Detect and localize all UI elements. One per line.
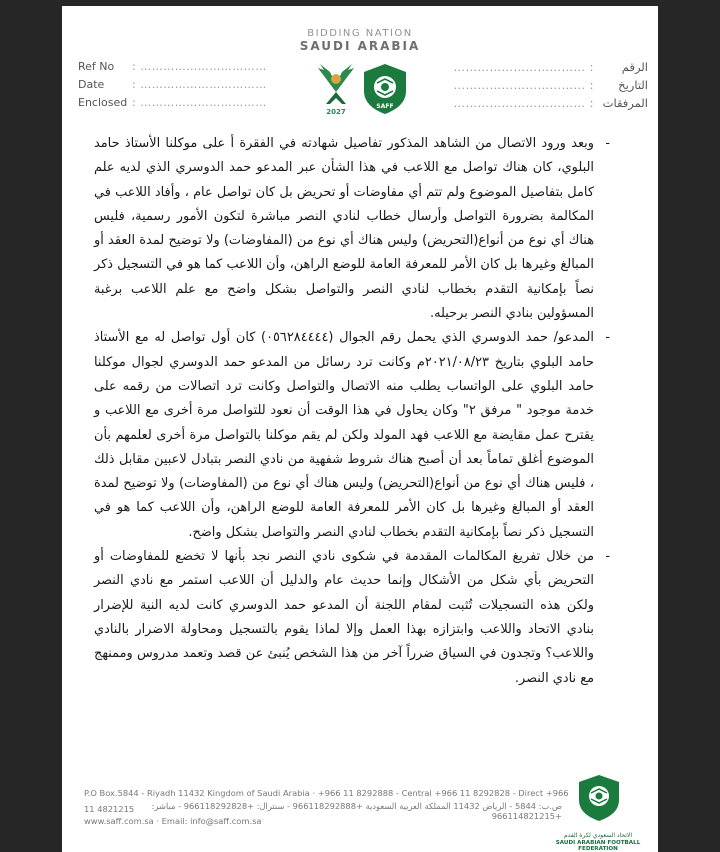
ar-enclosed-dots: : ……………………………	[453, 96, 594, 110]
letter-body	[94, 132, 610, 691]
paragraph-1-text: وبعد ورود الاتصال من الشاهد المذكور تفاصيل شهادته في الفقرة أ على موكلنا الأستاذ حامد البلوي، كان هناك تواصل مع اللاعب في هذا الشأن عبر المدعو حمد الدوسري الذي لديه علم كامل بتفاصيل الموضوع ولم تتم أي مفاوضات أو تحريض بل كان تواصل عام ، وأفاد اللاعب في المكالمة بضرورة التواصل وأرسال خطاب لنادي النصر مباشرة لتكون الأمور رسمية، فليس هناك أي نوع من أنواع(التحريض) وليس هناك أي نوع من (المفاوضات) ولا توضيح لمدة العقد أو المبالغ وغيرها بل كان الأمر للمعرفة العامة للوضع الراهن، وأن اللاعب كما هو في التسجيل ذكر نصاً بإمكانية التقدم بخطاب لنادي النصر والتواصل بشكل واضح مع علم اللاعب برغبة المسؤولين بنادي النصر برحيله.	[94, 136, 594, 322]
bullet-1: -	[605, 136, 610, 151]
saff-logo-icon	[362, 63, 408, 115]
federation-name-en: SAUDI ARABIAN FOOTBALL FEDERATION	[555, 840, 641, 852]
letter-page	[62, 6, 658, 852]
bullet-3: -	[605, 549, 610, 565]
ar-date-label: التاريخ	[618, 78, 648, 92]
ar-enclosed-row	[453, 96, 648, 110]
date-label: Date	[78, 78, 105, 91]
ar-date-dots: : ……………………………	[453, 78, 594, 92]
footer-address-en: P.O Box.5844 - Riyadh 11432 Kingdom of Saudi Arabia · +966 11 8292888 - Central +966 11 8292828 - Direct +966 11 4821215	[84, 788, 569, 814]
date-dots: : ……………………………	[132, 78, 267, 91]
saff-mark: SAFF	[376, 103, 394, 110]
bullet-2: -	[605, 330, 610, 346]
federation-name-ar: الاتحاد السعودي لكرة القدم	[563, 832, 633, 839]
footer-address-ar: ص.ب: 5844 - الرياض 11432 المملكة العربية السعودية +966118292888 - سنترال: +966118292828 - مباشر: +966114821215	[151, 801, 562, 821]
date-row	[78, 78, 267, 91]
ar-ref-no-row	[453, 60, 648, 74]
paragraph-2-text: المدعو/ حمد الدوسري الذي يحمل رقم الجوال (٠٥٦٢٨٤٤٤٤) كان أول تواصل له مع الأستاذ حامد البلوي بتاريخ ٢٠٢١/٠٨/٢٣م وكانت ترد رسائل من المدعو حمد الدوسري لجوال موكلنا حامد البلوي على الواتساب يطلب منه الاتصال والتواصل وكانت ترد اتصالات من رقمه على خدمة موجود " مرفق ٢" وكان يحاول في هذا الوقت أن نعود للتواصل مرة أخرى مع اللاعب و يقترح عمل مقايضة مع اللاعب فهد المولد ولكن لم يقم موكلنا بالتواصل مرة أخرى لعلمهم بأن الموضوع أغلق تماماً بعد أن أصبح هناك شروط شفهية من نادي النصر بتبادل لاعبين مقابل ذلك ، فليس هناك أي نوع من أنواع(التحريض) وليس هناك أي نوع من (المفاوضات) ولا توضيح لمدة العقد أو المبالغ وغيرها بل كان الأمر للمعرفة العامة للوضع الراهن، وأن اللاعب كما هو في التسجيل ذكر نصاً بإمكانية التقدم بخطاب لنادي النصر والتواصل بشكل واضح.	[94, 330, 594, 540]
ref-no-row	[78, 60, 267, 73]
logo-year: 2027	[326, 108, 346, 116]
saff-footer-logo-icon	[577, 774, 621, 822]
bid-title-line2: SAUDI ARABIA	[299, 39, 421, 53]
bid-title-line1: BIDDING NATION	[307, 28, 413, 39]
bid-2027-logo-icon	[316, 62, 356, 118]
ar-ref-no-dots: : ……………………………	[453, 60, 594, 74]
ref-no-label: Ref No	[78, 60, 115, 73]
ar-date-row	[453, 78, 648, 92]
paragraph-3-text: من خلال تفريغ المكالمات المقدمة في شكوى نادي النصر نجد بأنها لا تخضع للمفاوضات أو التحريض بأي شكل من الأشكال وإنما حديث عام والدليل أن اللاعب استمر مع نادي النصر ولكن هذه التسجيلات تُثبت لمقام اللجنة أن المدعو حمد الدوسري كانت لديه النية للإضرار بنادي الاتحاد واللاعب وابتزازه بهذا العمل وإلا لماذا يقوم بالتسجيل ومحاولة الاضرار بالنادي واللاعب؟ وتجدون في السياق ضرراً آخر من هذا الشخص يُنبئ عن قصد وتعمد مدروس وممنهج مع نادي النصر.	[94, 549, 594, 686]
enclosed-row	[78, 96, 267, 109]
footer-website: www.saff.com.sa · Email: info@saff.com.sa	[84, 816, 262, 826]
ar-ref-no-label: الرقم	[621, 60, 648, 74]
paragraph-2	[94, 326, 610, 545]
enclosed-label: Enclosed	[78, 96, 128, 109]
paragraph-1	[94, 132, 610, 326]
ref-no-dots: : ……………………………	[132, 60, 267, 73]
ar-enclosed-label: المرفقات	[602, 96, 648, 110]
paragraph-3	[94, 545, 610, 691]
enclosed-dots: : ……………………………	[132, 96, 267, 109]
